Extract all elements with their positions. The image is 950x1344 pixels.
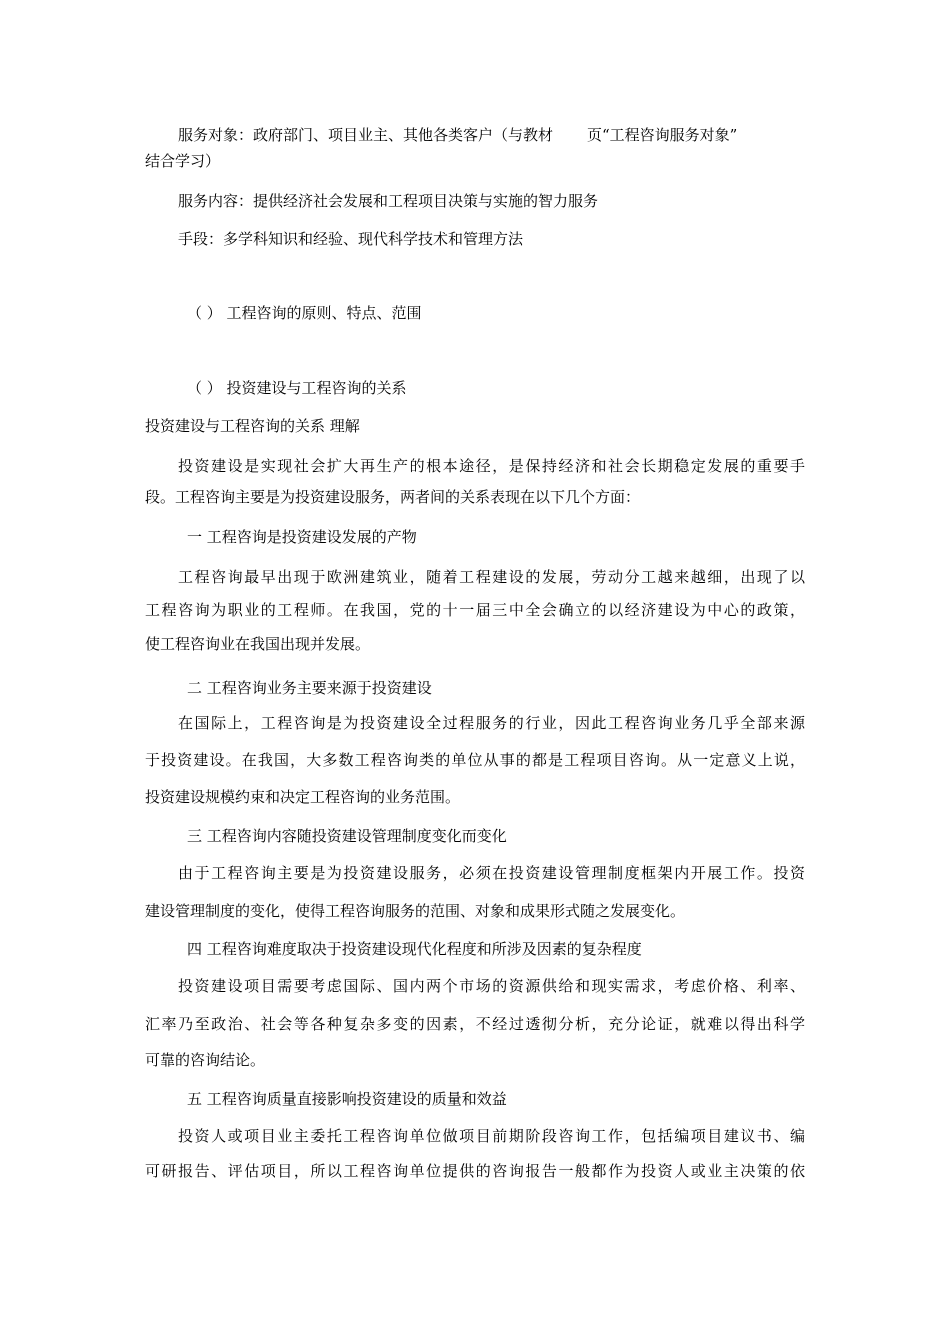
- point-2-line-3: 投资建设规模约束和决定工程咨询的业务范围。: [145, 788, 461, 806]
- point-3-line-2: 建设管理制度的变化，使得工程咨询服务的范围、对象和成果形式随之发展变化。: [145, 902, 686, 920]
- service-target-line: 服务对象：政府部门、项目业主、其他各类客户（与教材 页“工程咨询服务对象”: [178, 126, 738, 144]
- point-3-heading: 三 工程咨询内容随投资建设管理制度变化而变化: [187, 827, 507, 845]
- section-heading-relationship: （ ） 投资建设与工程咨询的关系: [187, 379, 407, 397]
- point-5-line-1: 投资人或项目业主委托工程咨询单位做项目前期阶段咨询工作，包括编项目建议书、编: [178, 1127, 805, 1145]
- point-3-line-1: 由于工程咨询主要是为投资建设服务，必须在投资建设管理制度框架内开展工作。投资: [178, 864, 805, 882]
- point-5-heading: 五 工程咨询质量直接影响投资建设的质量和效益: [187, 1090, 507, 1108]
- point-4-line-2: 汇率乃至政治、社会等各种复杂多变的因素，不经过透彻分析，充分论证，就难以得出科学: [145, 1015, 805, 1033]
- point-1-line-3: 使工程咨询业在我国出现并发展。: [145, 635, 371, 653]
- intro-line-1: 投资建设是实现社会扩大再生产的根本途径，是保持经济和社会长期稳定发展的重要手: [178, 457, 805, 475]
- intro-line-2: 段。工程咨询主要是为投资建设服务，两者间的关系表现在以下几个方面：: [145, 488, 641, 506]
- point-4-line-3: 可靠的咨询结论。: [145, 1051, 266, 1069]
- service-content-line: 服务内容：提供经济社会发展和工程项目决策与实施的智力服务: [178, 192, 599, 210]
- point-1-line-2: 工程咨询为职业的工程师。在我国，党的十一届三中全会确立的以经济建设为中心的政策，: [145, 601, 805, 619]
- section-heading-principles: （ ） 工程咨询的原则、特点、范围: [187, 304, 422, 322]
- point-2-line-1: 在国际上，工程咨询是为投资建设全过程服务的行业，因此工程咨询业务几乎全部来源: [178, 714, 805, 732]
- point-2-line-2: 于投资建设。在我国，大多数工程咨询类的单位从事的都是工程项目咨询。从一定意义上说，: [145, 751, 805, 769]
- point-5-line-2: 可研报告、评估项目，所以工程咨询单位提供的咨询报告一般都作为投资人或业主决策的依: [145, 1162, 805, 1180]
- subtitle: 投资建设与工程咨询的关系 理解: [145, 417, 360, 435]
- point-4-line-1: 投资建设项目需要考虑国际、国内两个市场的资源供给和现实需求，考虑价格、利率、: [178, 977, 805, 995]
- point-4-heading: 四 工程咨询难度取决于投资建设现代化程度和所涉及因素的复杂程度: [187, 940, 642, 958]
- point-1-line-1: 工程咨询最早出现于欧洲建筑业，随着工程建设的发展，劳动分工越来越细，出现了以: [178, 568, 805, 586]
- point-2-heading: 二 工程咨询业务主要来源于投资建设: [187, 679, 432, 697]
- service-target-continued: 结合学习）: [145, 152, 221, 170]
- means-line: 手段：多学科知识和经验、现代科学技术和管理方法: [178, 230, 524, 248]
- point-1-heading: 一 工程咨询是投资建设发展的产物: [187, 528, 417, 546]
